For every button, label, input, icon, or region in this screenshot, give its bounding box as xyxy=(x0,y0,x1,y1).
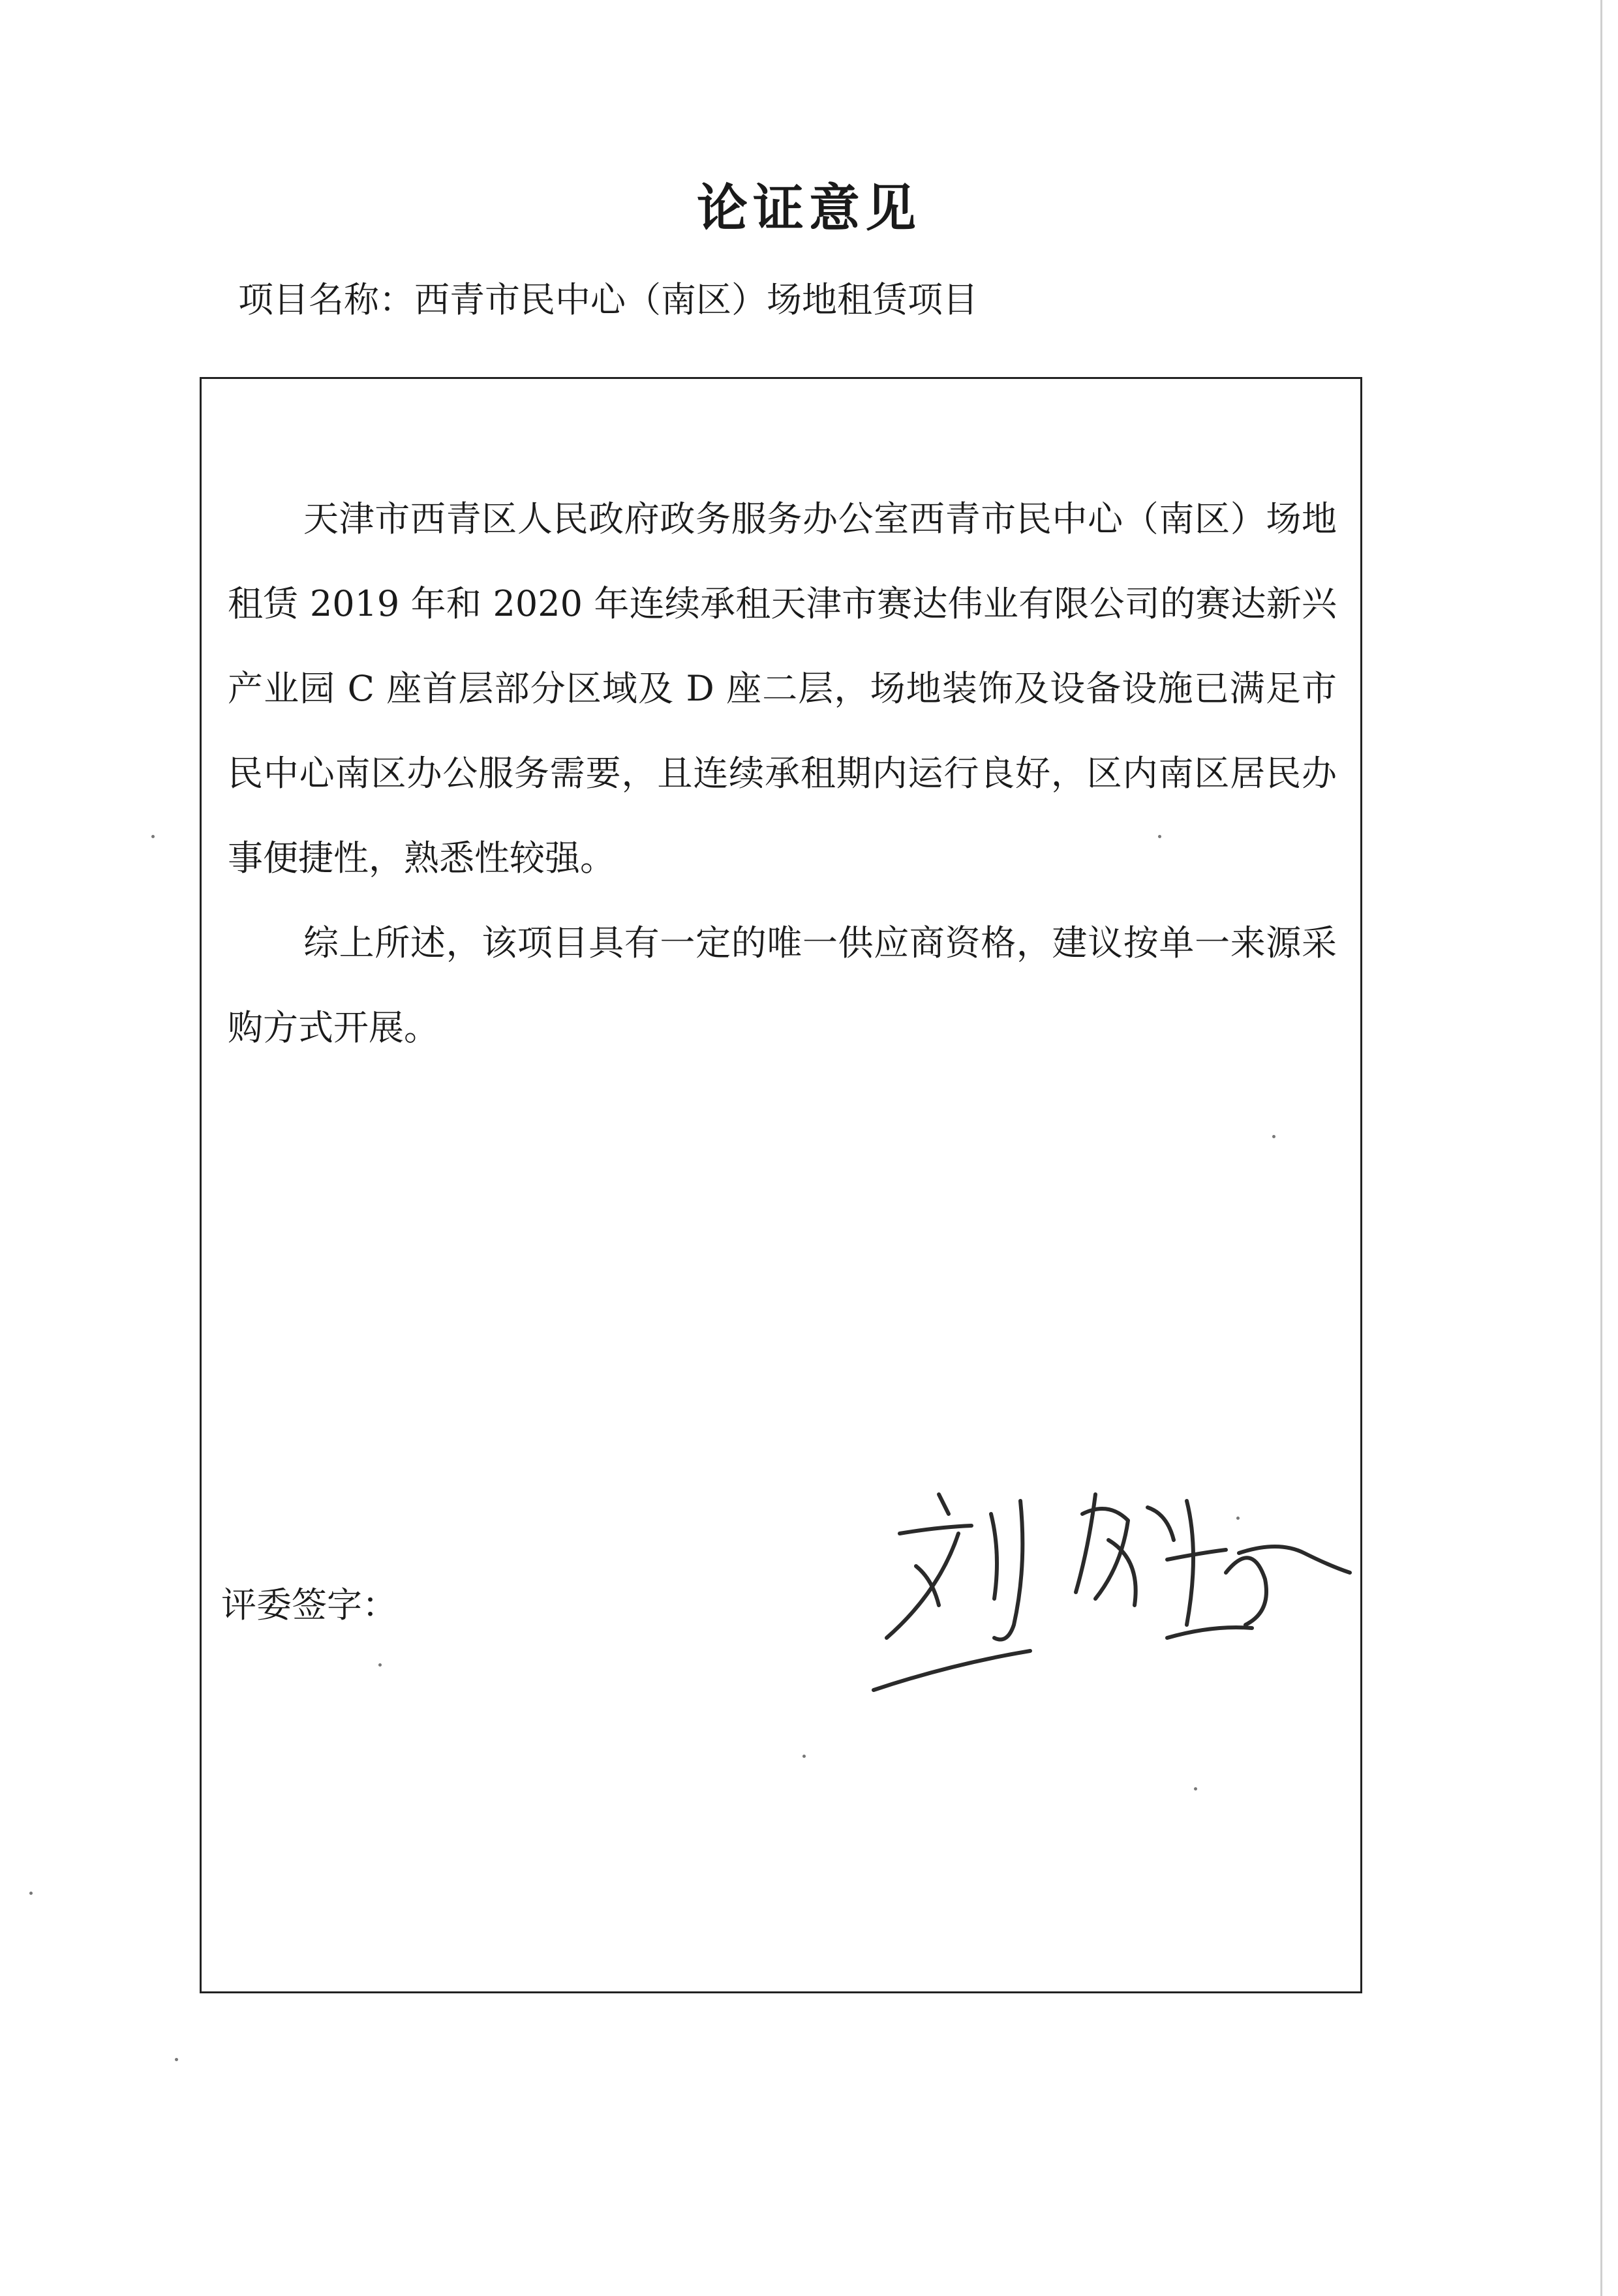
scan-edge-line xyxy=(1600,0,1602,2296)
scan-speck xyxy=(29,1892,33,1895)
handwritten-signature xyxy=(861,1475,1356,1710)
opinion-body xyxy=(228,477,1337,1070)
scan-speck xyxy=(151,835,155,838)
scan-speck xyxy=(175,2058,178,2061)
opinion-paragraph-2: 综上所述，该项目具有一定的唯一供应商资格，建议按单一来源采购方式开展。 xyxy=(228,922,1337,1048)
opinion-paragraph-1: 天津市西青区人民政府政务服务办公室西青市民中心（南区）场地租赁 2019 年和 2020 年连续承租天津市赛达伟业有限公司的赛达新兴产业园 C 座首层部分区域及 D 座二层，场地装饰及设备设施已满足市民中心南区办公服务需要，且连续承租期内运行良好，区内南区居民办事便捷性，熟悉性较强。 xyxy=(228,498,1337,879)
scan-speck xyxy=(1236,1517,1240,1520)
scan-speck xyxy=(378,1663,382,1667)
document-title: 论证意见 xyxy=(696,179,921,238)
scan-speck xyxy=(1158,835,1161,838)
signature-label: 评委签字： xyxy=(221,1584,397,1625)
project-name-line xyxy=(238,274,978,326)
project-name-label: 项目名称： xyxy=(238,279,414,320)
project-name-value: 西青市民中心（南区）场地租赁项目 xyxy=(414,279,978,320)
scan-speck xyxy=(1194,1787,1197,1790)
scan-speck xyxy=(802,1755,806,1758)
opinion-box xyxy=(200,377,1362,1993)
scan-speck xyxy=(1272,1135,1275,1138)
